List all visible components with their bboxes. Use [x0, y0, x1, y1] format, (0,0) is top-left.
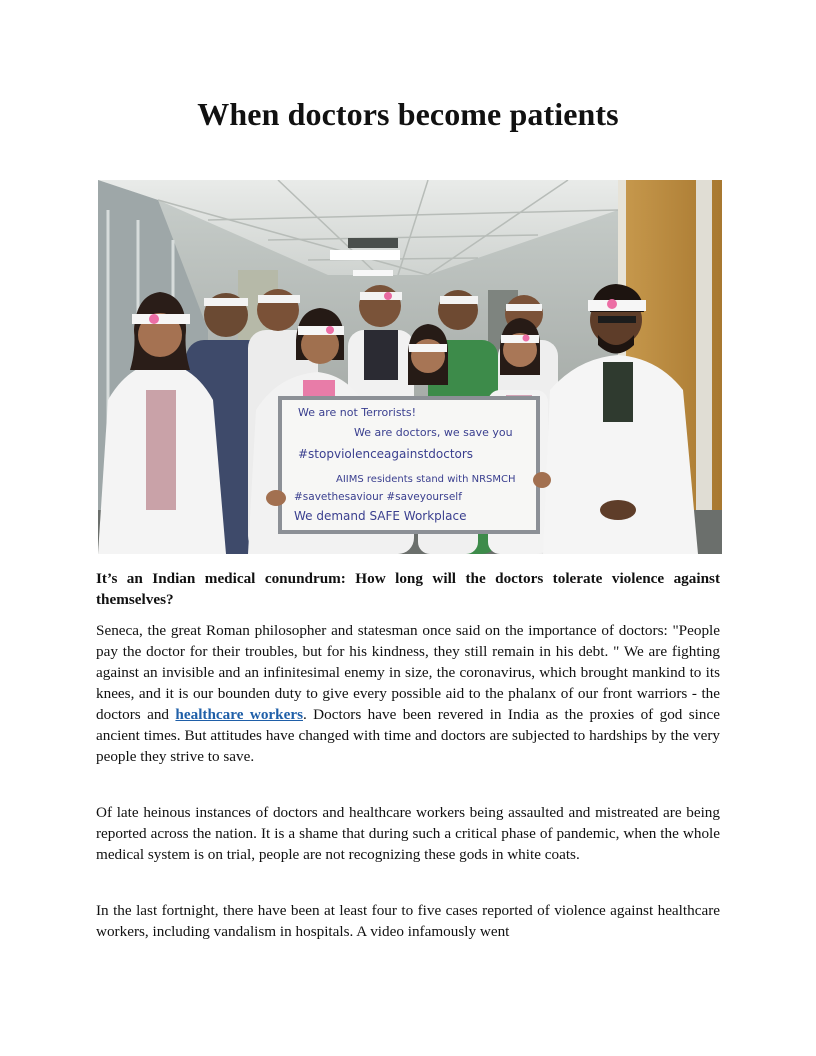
sign-line-3: #stopviolenceagainstdoctors [298, 447, 474, 461]
page-title: When doctors become patients [197, 96, 619, 132]
healthcare-workers-link[interactable]: healthcare workers [175, 706, 303, 723]
article-subheading: It’s an Indian medical conundrum: How long will the doctors tolerate violence against themselves? [96, 570, 720, 608]
paragraph-2: Of late heinous instances of doctors and healthcare workers being assaulted and mistreated are being reported across the nation. It is a shame that during such a critical phase of pandemic, when the whole medical system is on trial, people are not recognizing these gods in white coats. [96, 804, 720, 863]
sign-line-1: We are not Terrorists! [298, 406, 417, 419]
sign-line-2: We are doctors, we save you [354, 426, 513, 439]
sign-line-4: AIIMS residents stand with NRSMCH [336, 474, 516, 485]
paragraph-3: In the last fortnight, there have been at least four to five cases reported of violence against healthcare workers, including vandalism in hospitals. A video infamously went [96, 902, 720, 940]
sign-line-6: We demand SAFE Workplace [294, 509, 467, 523]
protest-photo [98, 180, 722, 554]
paragraph-1-text-b: . Doctors have been revered in India as the proxies of god since ancient times. But attitudes have changed with time and doctors are subjected to hardships by the very people they strive to save. [96, 706, 720, 765]
sign-line-5: #savethesaviour #saveyourself [294, 491, 462, 503]
paragraph-1-text-a: Seneca, the great Roman philosopher and statesman once said on the importance of doctors: "People pay the doctor for their troubles, but for his kindness, they still remain in his debt. " We are fighting against an invisible and an infinitesimal enemy in size, the coronavirus, which brought mankind to its knees, and it is our bounden duty to give every possible aid to the phalanx of our front warriors - the doctors and [96, 622, 720, 723]
paragraph-1 [96, 620, 720, 767]
